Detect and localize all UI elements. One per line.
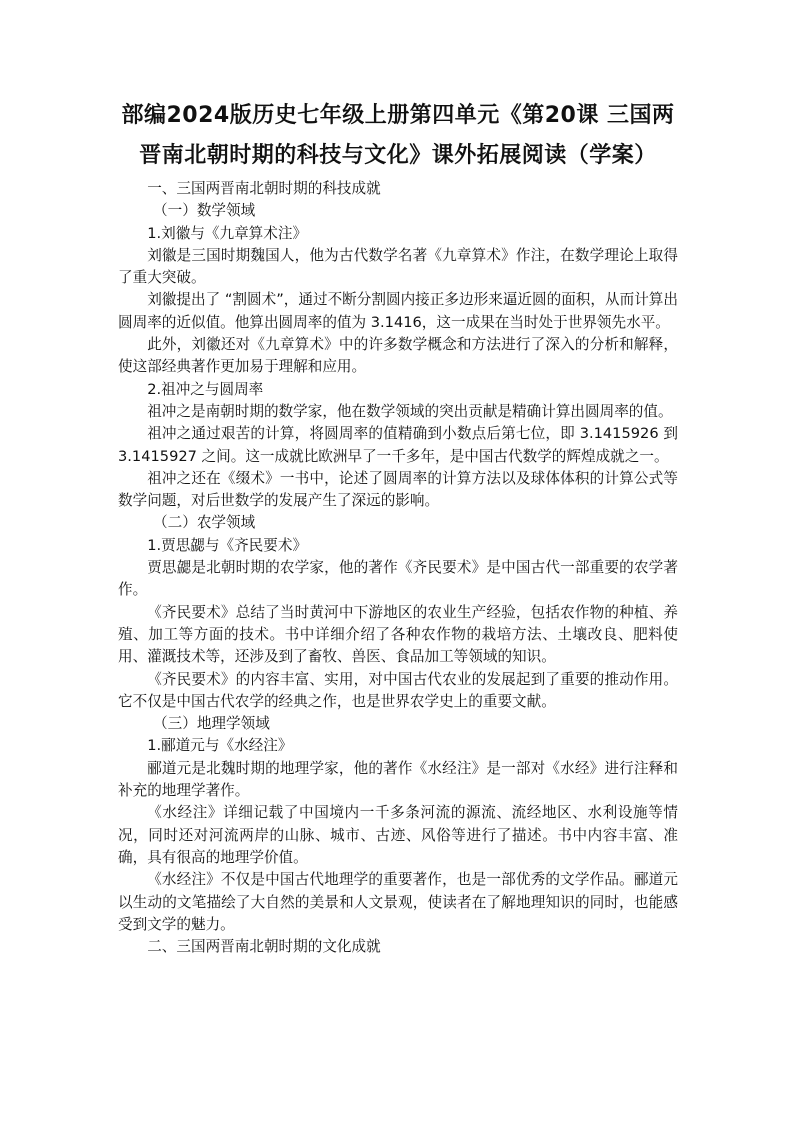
- paragraph: 《齐民要术》的内容丰富、实用，对中国古代农业的发展起到了重要的推动作用。它不仅是中国古代农学的经典之作，也是世界农学史上的重要文献。: [118, 670, 678, 710]
- paragraph: 祖冲之通过艰苦的计算，将圆周率的值精确到小数点后第七位，即 3.1415926 到 3.1415927 之间。这一成就比欧洲早了一千多年，是中国古代数学的辉煌成就之一。: [118, 425, 678, 465]
- document-page: [118, 96, 678, 958]
- item-heading-zuchongzhi: 2.祖冲之与圆周率: [147, 380, 264, 398]
- document-title: 部编2024版历史七年级上册第四单元《第20课 三国两晋南北朝时期的科技与文化》课外拓展阅读（学案）: [121, 103, 675, 168]
- paragraph: 郦道元是北魏时期的地理学家，他的著作《水经注》是一部对《水经》进行注释和补充的地理学著作。: [118, 759, 678, 800]
- paragraph: 贾思勰是北朝时期的农学家，他的著作《齐民要术》是中国古代一部重要的农学著作。: [118, 559, 678, 599]
- subsection-heading-agriculture: （二）农学领域: [153, 514, 256, 532]
- document-body: [118, 178, 678, 958]
- item-heading-lidaoyuan: 1.郦道元与《水经注》: [147, 737, 293, 755]
- subsection-heading-math: （一）数学领域: [153, 202, 256, 220]
- section-heading-1: 一、三国两晋南北朝时期的科技成就: [147, 180, 381, 197]
- item-heading-liuhui: 1.刘徽与《九章算术注》: [147, 224, 308, 242]
- paragraph: 刘徽是三国时期魏国人，他为古代数学名著《九章算术》作注，在数学理论上取得了重大突破。: [118, 246, 678, 287]
- paragraph: 《水经注》详细记载了中国境内一千多条河流的源流、流经地区、水利设施等情况，同时还对河流两岸的山脉、城市、古迹、风俗等进行了描述。书中内容丰富、准确，具有很高的地理学价值。: [118, 804, 678, 866]
- subsection-heading-geography: （三）地理学领域: [153, 715, 270, 733]
- paragraph: 《水经注》不仅是中国古代地理学的重要著作，也是一部优秀的文学作品。郦道元以生动的文笔描绘了大自然的美景和人文景观，使读者在了解地理知识的同时，也能感受到文学的魅力。: [118, 871, 678, 933]
- paragraph: 此外，刘徽还对《九章算术》中的许多数学概念和方法进行了深入的分析和解释，使这部经典著作更加易于理解和应用。: [118, 336, 678, 376]
- section-heading-2: 二、三国两晋南北朝时期的文化成就: [147, 938, 381, 956]
- item-heading-jiasixie: 1.贾思勰与《齐民要术》: [147, 536, 308, 554]
- paragraph: 祖冲之还在《缀术》一书中，论述了圆周率的计算方法以及球体体积的计算公式等数学问题，对后世数学的发展产生了深远的影响。: [118, 469, 678, 510]
- paragraph: 刘徽提出了 “割圆术”，通过不断分割圆内接正多边形来逼近圆的面积，从而计算出圆周率的近似值。他算出圆周率的值为 3.1416，这一成果在当时处于世界领先水平。: [118, 291, 678, 331]
- paragraph: 《齐民要术》总结了当时黄河中下游地区的农业生产经验，包括农作物的种植、养殖、加工等方面的技术。书中详细介绍了各种农作物的栽培方法、土壤改良、肥料使用、灌溉技术等，还涉及到了畜牧、兽医、食品加工等领域的知识。: [118, 603, 678, 666]
- paragraph: 祖冲之是南朝时期的数学家，他在数学领域的突出贡献是精确计算出圆周率的值。: [147, 402, 673, 420]
